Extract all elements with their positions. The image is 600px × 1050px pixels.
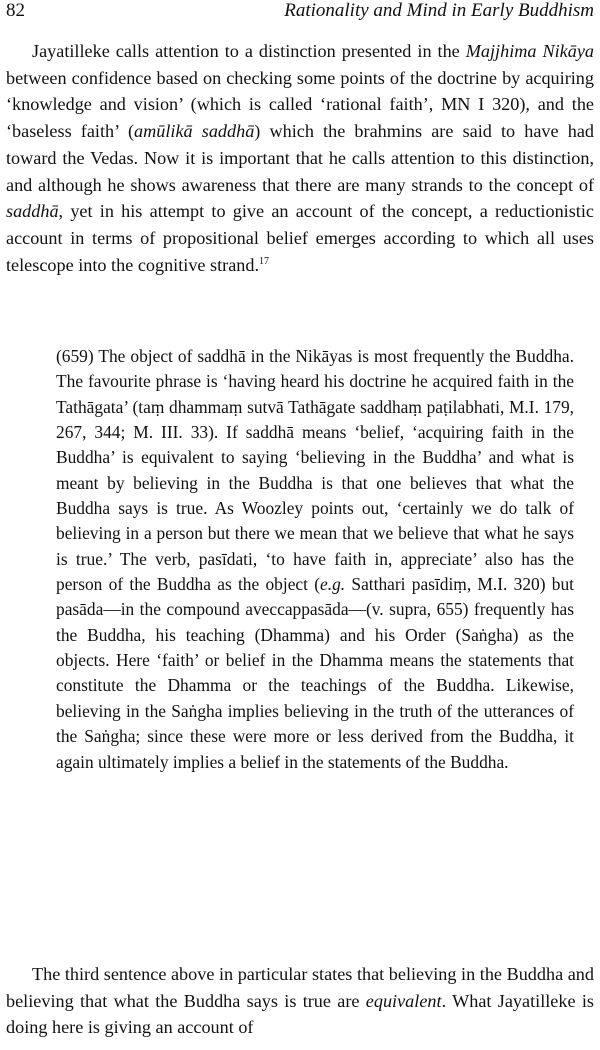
paragraph-1-italic-majjhima: Majjhima Nikāya: [465, 41, 594, 61]
footnote-marker: 17: [259, 255, 270, 267]
paragraph-1: [6, 38, 594, 278]
paragraph-1-italic-saddha: saddhā: [6, 201, 59, 222]
quotation-text-b: Satthari pasīdiṃ, M.I. 320) but pasāda—in the compound aveccappasāda—(v. supra, 655) frequently has the Buddha, his teaching (Dhamma) and his Order (Saṅgha) as the objects. Here ‘faith’ or belief in the Dhamma means the statements that constitute the Dhamma or the teachings of the Buddha. Likewise, believing in the Saṅgha implies believing in the truth of the utterances of the Saṅgha; since these were more or less derived from the Buddha, it again ultimately implies a belief in the statements of the Buddha.: [56, 574, 574, 772]
paragraph-1-text-b: between confidence based on checking some points of the doctrine by acquiring ‘knowledge and vision’ (which is called ‘rational faith’, MN I 320), and the ‘baseless faith’ (: [6, 67, 594, 142]
running-title: Rationality and Mind in Early Buddhism: [284, 0, 594, 21]
page-number: 82: [6, 0, 25, 21]
page-header: [6, 0, 594, 22]
paragraph-2: [6, 961, 594, 1041]
paragraph-2-text-b: . What Jayatilleke is doing here is giving an account of: [6, 990, 594, 1038]
block-quotation: [56, 344, 574, 775]
paragraph-1-text-a: Jayatilleke calls attention to a distinction presented in the: [32, 41, 466, 61]
paragraph-1-text-d: , yet in his attempt to give an account of the concept, a reductionistic account in terms of propositional belief emerges according to which all uses telescope into the cognitive strand.: [6, 201, 594, 275]
paragraph-2-italic-equivalent: equivalent: [365, 990, 442, 1011]
quotation-text-a: (659) The object of saddhā in the Nikāyas is most frequently the Buddha. The favourite phrase is ‘having heard his doctrine he acquired faith in the Tathāgata’ (taṃ dhammaṃ sutvā Tathāgate saddhaṃ paṭilabhati, M.I. 179, 267, 344; M. III. 33). If saddhā means ‘belief, ‘acquiring faith in the Buddha’ is equivalent to saying ‘believing in the Buddha’ and what is meant by believing in the Buddha is that one believes that what the Buddha says is true. As Woozley points out, ‘certainly we do talk of believing in a person but there we mean that we believe that what he says is true.’ The verb, pasīdati, ‘to have faith in, appreciate’ also has the person of the Buddha as the object (: [56, 346, 574, 595]
paragraph-1-italic-amulika: amūlikā saddhā: [134, 121, 255, 142]
quotation-italic-eg: e.g.: [320, 574, 346, 595]
paragraph-1-text-c: ) which the brahmins are said to have had toward the Vedas. Now it is important that he calls attention to this distinction, and although he shows awareness that there are many strands to the concept of: [6, 121, 594, 195]
paragraph-2-text-a: The third sentence above in particular states that believing in the Buddha and believing that what the Buddha says is true are: [6, 964, 594, 1011]
